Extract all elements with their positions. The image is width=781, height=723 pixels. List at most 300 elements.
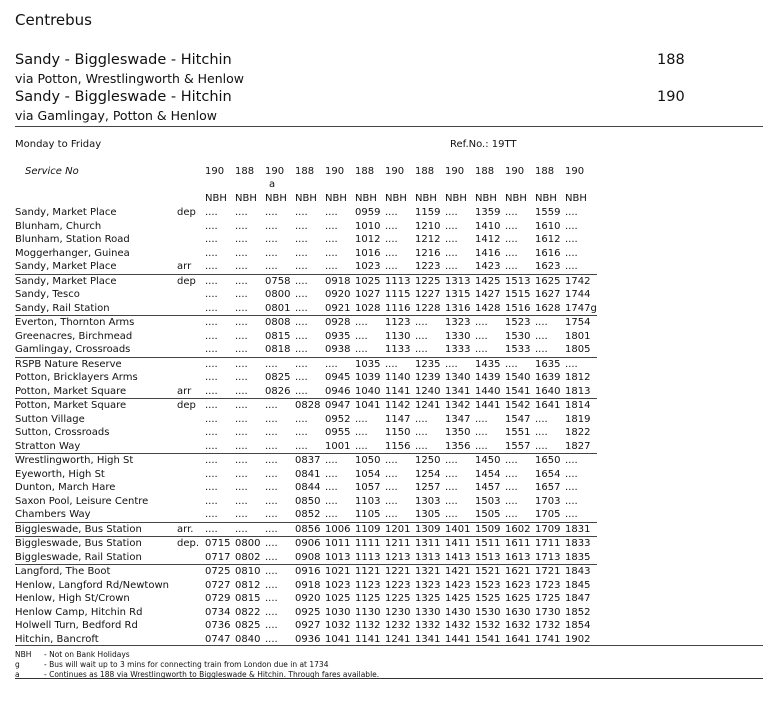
time-cell: 1239 [415, 372, 441, 383]
time-cell: 1054 [355, 468, 381, 480]
time-cell: .... [325, 247, 338, 259]
time-cell: 1630 [505, 606, 531, 618]
table-row [15, 343, 597, 357]
time-cell: 0938 [325, 344, 351, 355]
time-cell: 1428 [475, 302, 501, 314]
stop-name: Henlow, High St/Crown [15, 593, 130, 604]
time-cell: 1221 [385, 565, 415, 579]
time-cell: 1156 [385, 440, 411, 452]
time-cell: 1316 [445, 302, 471, 314]
service-number: 188 [235, 166, 255, 177]
time-cell: 1132 [355, 620, 381, 631]
time-cell: 1125 [355, 593, 381, 604]
time-cell: 1323 [445, 316, 475, 330]
time-cell: .... [205, 207, 218, 218]
time-cell: 1359 [475, 207, 501, 218]
arr-dep-marker: dep [177, 274, 205, 288]
arr-dep-marker [177, 633, 205, 647]
stop-name: Sandy, Market Place [15, 261, 117, 272]
time-cell: 0928 [325, 316, 355, 330]
time-cell: 1423 [445, 579, 471, 591]
time-cell: 1513 [475, 551, 501, 563]
time-cell: 1341 [445, 385, 471, 397]
time-cell: 1350 [445, 427, 471, 438]
time-cell: 0801 [265, 302, 291, 314]
time-cell: 1623 [505, 579, 531, 591]
time-cell: .... [385, 509, 398, 520]
time-cell: .... [445, 261, 458, 272]
time-cell: 0810 [235, 565, 265, 579]
time-cell: .... [205, 330, 218, 342]
route-number: 190 [657, 89, 685, 105]
time-cell: 0936 [295, 633, 321, 645]
operator-name: Centrebus [15, 11, 92, 29]
service-number: 190 [385, 166, 405, 177]
time-cell: .... [265, 482, 278, 493]
time-cell: .... [265, 565, 295, 579]
time-cell: 1041 [355, 399, 385, 413]
time-cell: 0844 [295, 482, 321, 493]
time-cell: .... [535, 330, 548, 342]
time-cell: 1612 [535, 234, 561, 245]
time-cell: .... [235, 482, 248, 493]
time-cell: .... [355, 427, 368, 438]
time-cell: 1744 [565, 289, 591, 300]
time-cell: .... [265, 207, 278, 218]
nbh-flag: NBH [415, 193, 437, 204]
time-cell: 1521 [475, 565, 505, 579]
time-cell: .... [505, 247, 518, 259]
time-cell: 1610 [535, 220, 561, 232]
arr-dep-marker [177, 551, 205, 565]
time-cell: .... [505, 261, 518, 272]
time-cell: 1227 [415, 289, 441, 300]
stop-name: Sandy, Market Place [15, 274, 177, 288]
time-cell: 1639 [535, 372, 561, 383]
time-cell: 1116 [385, 302, 411, 314]
time-cell: .... [265, 261, 278, 272]
time-cell: 0822 [235, 606, 261, 618]
time-cell: 1515 [505, 289, 531, 300]
table-row [15, 579, 597, 593]
time-cell: 0828 [295, 399, 325, 413]
stop-name: Stratton Way [15, 440, 81, 452]
time-cell: 0715 [205, 537, 235, 551]
time-cell: 1441 [475, 399, 505, 413]
arr-dep-marker: arr [177, 261, 192, 272]
time-cell: 1142 [385, 399, 415, 413]
time-cell: 1159 [415, 207, 441, 218]
time-cell: 1057 [355, 482, 381, 493]
time-cell: .... [235, 247, 248, 259]
nbh-flag: NBH [265, 193, 287, 204]
time-cell: .... [265, 537, 295, 551]
arr-dep-marker: dep [177, 207, 196, 218]
time-cell: .... [535, 427, 548, 438]
time-cell: .... [235, 385, 248, 397]
time-cell: .... [295, 372, 308, 383]
time-cell: .... [205, 316, 235, 330]
time-cell: 1723 [535, 579, 561, 591]
time-cell: 1121 [355, 565, 385, 579]
time-cell: .... [325, 220, 338, 232]
footer-rule [15, 678, 763, 679]
nbh-flag: NBH [325, 193, 347, 204]
time-cell: 1516 [505, 302, 531, 314]
arr-dep-marker [177, 343, 205, 357]
time-cell: 0826 [265, 385, 291, 397]
time-cell: .... [295, 427, 308, 438]
time-cell: 1230 [385, 606, 411, 618]
time-cell: .... [265, 551, 278, 563]
time-cell: 1133 [385, 344, 411, 355]
time-cell: .... [235, 399, 265, 413]
time-cell: .... [445, 220, 458, 232]
time-cell: 1902 [565, 633, 591, 645]
time-cell: 1732 [535, 620, 561, 631]
time-cell: .... [235, 495, 248, 507]
table-row [15, 288, 597, 302]
time-cell: 1210 [415, 220, 441, 232]
time-cell: 0727 [205, 579, 231, 591]
arr-dep-marker [177, 619, 205, 633]
time-cell: .... [205, 427, 218, 438]
time-cell: 1730 [535, 606, 561, 618]
time-cell: 1812 [565, 372, 591, 383]
reference-number: Ref.No.: 19TT [450, 139, 517, 150]
time-cell: .... [475, 427, 488, 438]
time-cell: 1532 [475, 620, 501, 631]
time-cell: 1032 [325, 620, 351, 631]
time-cell: .... [325, 495, 338, 507]
time-cell: 1457 [475, 482, 501, 493]
time-cell: .... [205, 302, 218, 314]
time-cell: 1551 [505, 427, 531, 438]
stop-name: Henlow Camp, Hitchin Rd [15, 606, 143, 618]
time-cell: 0802 [235, 551, 261, 563]
time-cell: .... [385, 207, 398, 218]
time-cell: 1741 [535, 633, 561, 645]
time-cell: .... [535, 413, 548, 425]
stop-name: Eyeworth, High St [15, 468, 105, 480]
time-cell: 1709 [535, 522, 565, 537]
time-cell: .... [325, 454, 355, 468]
time-cell: 0800 [265, 289, 291, 300]
table-row [15, 220, 597, 234]
stop-name: Everton, Thornton Arms [15, 316, 177, 330]
time-cell: .... [265, 522, 295, 537]
service-number: 188 [295, 166, 315, 177]
time-cell: 1557 [505, 440, 531, 452]
time-cell: .... [385, 454, 415, 468]
time-cell: .... [265, 454, 295, 468]
arr-dep-marker [177, 220, 205, 234]
time-cell: 1023 [325, 579, 351, 591]
time-cell: 1330 [415, 606, 441, 618]
service-number: 190 [565, 166, 585, 177]
time-cell: .... [325, 482, 338, 493]
time-cell: .... [355, 413, 368, 425]
time-cell: .... [235, 372, 248, 383]
stop-name: Henlow, Langford Rd/Newtown [15, 579, 169, 591]
time-cell: 0812 [235, 579, 261, 591]
time-cell: 1123 [385, 316, 415, 330]
stop-name: Sandy, Market Place [15, 207, 117, 218]
time-cell: 1342 [445, 399, 475, 413]
time-cell: .... [415, 427, 428, 438]
time-cell: 0927 [295, 620, 321, 631]
footnote-code: NBH [15, 650, 32, 659]
time-cell: 1831 [565, 522, 597, 537]
stop-name: Blunham, Station Road [15, 234, 130, 245]
time-cell: .... [295, 413, 308, 425]
time-cell: .... [475, 440, 488, 452]
time-cell: .... [565, 495, 578, 507]
time-cell: 1113 [385, 274, 415, 288]
time-cell: .... [445, 509, 458, 520]
time-cell: .... [325, 357, 355, 371]
time-cell: 1340 [445, 372, 471, 383]
time-cell: .... [295, 274, 325, 288]
time-cell: .... [505, 207, 518, 218]
time-cell: 1309 [415, 522, 445, 537]
table-row [15, 440, 597, 454]
stop-name: Biggleswade, Bus Station [15, 522, 177, 537]
time-cell: .... [535, 316, 565, 330]
route-name: Sandy - Biggleswade - Hitchin [15, 89, 232, 105]
time-cell: .... [445, 495, 458, 507]
time-cell: 1141 [355, 633, 381, 645]
route-number: 188 [657, 52, 685, 68]
time-cell: .... [445, 247, 458, 259]
time-cell: .... [295, 261, 308, 272]
time-cell: .... [355, 316, 385, 330]
time-cell: .... [565, 509, 578, 520]
time-cell: 0818 [265, 344, 291, 355]
time-cell: 1641 [535, 399, 565, 413]
time-cell: .... [205, 344, 218, 355]
time-cell: 1635 [535, 357, 565, 371]
time-cell: .... [325, 509, 338, 520]
time-cell: 0918 [325, 274, 355, 288]
table-row [15, 537, 597, 551]
time-cell: .... [205, 454, 235, 468]
time-cell: .... [535, 344, 548, 355]
time-cell: 1801 [565, 330, 591, 342]
stop-name: Potton, Market Square [15, 385, 127, 397]
time-cell: .... [265, 468, 278, 480]
time-cell: .... [505, 234, 518, 245]
arr-dep-marker [177, 454, 205, 468]
time-cell: 1814 [565, 399, 597, 413]
time-cell: .... [205, 509, 218, 520]
footnote-code: g [15, 660, 20, 669]
time-cell: 1454 [475, 468, 501, 480]
time-cell: 1105 [355, 509, 381, 520]
time-cell: 1027 [355, 289, 381, 300]
table-row [15, 233, 597, 247]
time-cell: 0800 [235, 537, 265, 551]
time-cell: .... [355, 440, 368, 452]
time-cell: .... [325, 468, 338, 480]
time-cell: 1401 [445, 522, 475, 537]
time-cell: .... [565, 357, 597, 371]
time-cell: 0959 [355, 207, 381, 218]
stop-name: Wrestlingworth, High St [15, 454, 177, 468]
time-cell: 1427 [475, 289, 501, 300]
time-cell: .... [295, 289, 308, 300]
service-number: 188 [535, 166, 555, 177]
time-cell: 1616 [535, 247, 561, 259]
table-row [15, 302, 597, 316]
time-cell: .... [205, 385, 218, 397]
table-row [15, 330, 597, 344]
time-cell: .... [235, 302, 248, 314]
nbh-flag: NBH [535, 193, 557, 204]
time-cell: 1235 [415, 357, 445, 371]
time-cell: 1421 [445, 565, 475, 579]
time-cell: 1140 [385, 372, 411, 383]
time-cell: .... [205, 289, 218, 300]
time-cell: .... [505, 454, 535, 468]
time-cell: 0758 [265, 274, 295, 288]
time-cell: .... [265, 495, 278, 507]
time-cell: .... [565, 482, 578, 493]
time-cell: .... [235, 522, 265, 537]
time-cell: .... [295, 330, 308, 342]
service-number: 188 [475, 166, 495, 177]
time-cell: .... [205, 468, 218, 480]
arr-dep-marker: dep. [177, 537, 205, 551]
time-cell: .... [205, 495, 218, 507]
time-cell: .... [445, 357, 475, 371]
time-cell: 1254 [415, 468, 441, 480]
time-cell: 1423 [475, 261, 501, 272]
time-cell: 1111 [355, 537, 385, 551]
time-cell: .... [475, 413, 488, 425]
table-row [15, 413, 597, 427]
footnote-text: - Bus will wait up to 3 mins for connecting train from London due in at 1734 [44, 660, 329, 669]
time-cell: 1416 [475, 247, 501, 259]
time-cell: 1001 [325, 440, 351, 452]
time-cell: .... [265, 509, 278, 520]
time-cell: 1754 [565, 316, 597, 330]
time-cell: 1432 [445, 620, 471, 631]
time-cell: 1530 [505, 330, 531, 342]
stop-name: Saxon Pool, Leisure Centre [15, 495, 149, 507]
time-cell: .... [295, 316, 325, 330]
stop-name: Moggerhanger, Guinea [15, 247, 130, 259]
time-cell: 1628 [535, 302, 561, 314]
time-cell: 1010 [355, 220, 381, 232]
arr-dep-marker [177, 495, 205, 509]
time-cell: 1013 [325, 551, 351, 563]
time-cell: 1325 [415, 593, 441, 604]
time-cell: 1845 [565, 579, 591, 591]
time-cell: .... [205, 399, 235, 413]
table-row [15, 619, 597, 633]
time-cell: 1542 [505, 399, 535, 413]
time-cell: .... [565, 468, 578, 480]
time-cell: 1030 [325, 606, 351, 618]
time-cell: 1441 [445, 633, 471, 645]
table-row [15, 385, 597, 399]
arr-dep-marker [177, 247, 205, 261]
time-cell: 0815 [235, 593, 261, 604]
time-cell: .... [265, 247, 278, 259]
time-cell: 0825 [235, 620, 261, 631]
time-cell: 1241 [385, 633, 411, 645]
arr-dep-marker [177, 413, 205, 427]
time-cell: 1115 [385, 289, 411, 300]
table-row [15, 592, 597, 606]
time-cell: 1303 [415, 495, 441, 507]
time-cell: 0916 [295, 565, 325, 579]
time-cell: .... [295, 440, 308, 452]
nbh-flag: NBH [235, 193, 257, 204]
time-cell: .... [295, 220, 308, 232]
days-of-operation: Monday to Friday [15, 139, 102, 150]
time-cell: 1725 [535, 593, 561, 604]
table-row [15, 247, 597, 261]
time-cell: .... [265, 427, 278, 438]
time-cell: 1412 [475, 234, 501, 245]
time-cell: 1341 [415, 633, 441, 645]
footnote-code: a [15, 670, 20, 679]
service-number: 190 [205, 166, 225, 177]
time-cell: 1323 [415, 579, 441, 591]
time-cell: .... [265, 620, 278, 631]
time-cell: 1611 [505, 537, 535, 551]
time-cell: 1654 [535, 468, 561, 480]
time-cell: 1613 [505, 551, 531, 563]
time-cell: .... [235, 468, 248, 480]
time-cell: 0920 [295, 593, 321, 604]
time-cell: 1525 [475, 593, 501, 604]
time-cell: .... [415, 440, 428, 452]
time-cell: 0952 [325, 413, 351, 425]
time-cell: .... [235, 234, 248, 245]
stop-name: Sutton, Crossroads [15, 427, 110, 438]
stop-name: Sandy, Tesco [15, 289, 80, 300]
time-cell: .... [265, 440, 278, 452]
time-cell: 1625 [505, 593, 531, 604]
time-cell: 1852 [565, 606, 591, 618]
time-cell: .... [415, 316, 445, 330]
time-cell: 1223 [415, 261, 441, 272]
stop-name: Potton, Market Square [15, 399, 177, 413]
route-via: via Potton, Wrestlingworth & Henlow [15, 71, 245, 86]
time-cell: .... [265, 633, 278, 645]
time-cell: 1439 [475, 372, 501, 383]
time-cell: .... [565, 261, 578, 272]
time-cell: 0955 [325, 427, 351, 438]
route-via: via Gamlingay, Potton & Henlow [15, 108, 217, 123]
table-row [15, 316, 597, 330]
arr-dep-marker [177, 302, 205, 316]
time-cell: 1313 [415, 551, 441, 563]
time-cell: .... [205, 234, 218, 245]
time-cell: .... [565, 247, 578, 259]
stop-name: Biggleswade, Bus Station [15, 537, 177, 551]
time-cell: 1523 [505, 316, 535, 330]
arr-dep-marker [177, 233, 205, 247]
time-cell: 0852 [295, 509, 321, 520]
stop-name: Potton, Bricklayers Arms [15, 372, 138, 383]
footnote-text: - Continues as 188 via Wrestlingworth to Biggleswade & Hitchin. Through fares available. [44, 670, 380, 679]
time-cell: 1201 [385, 522, 415, 537]
time-cell: .... [505, 220, 518, 232]
